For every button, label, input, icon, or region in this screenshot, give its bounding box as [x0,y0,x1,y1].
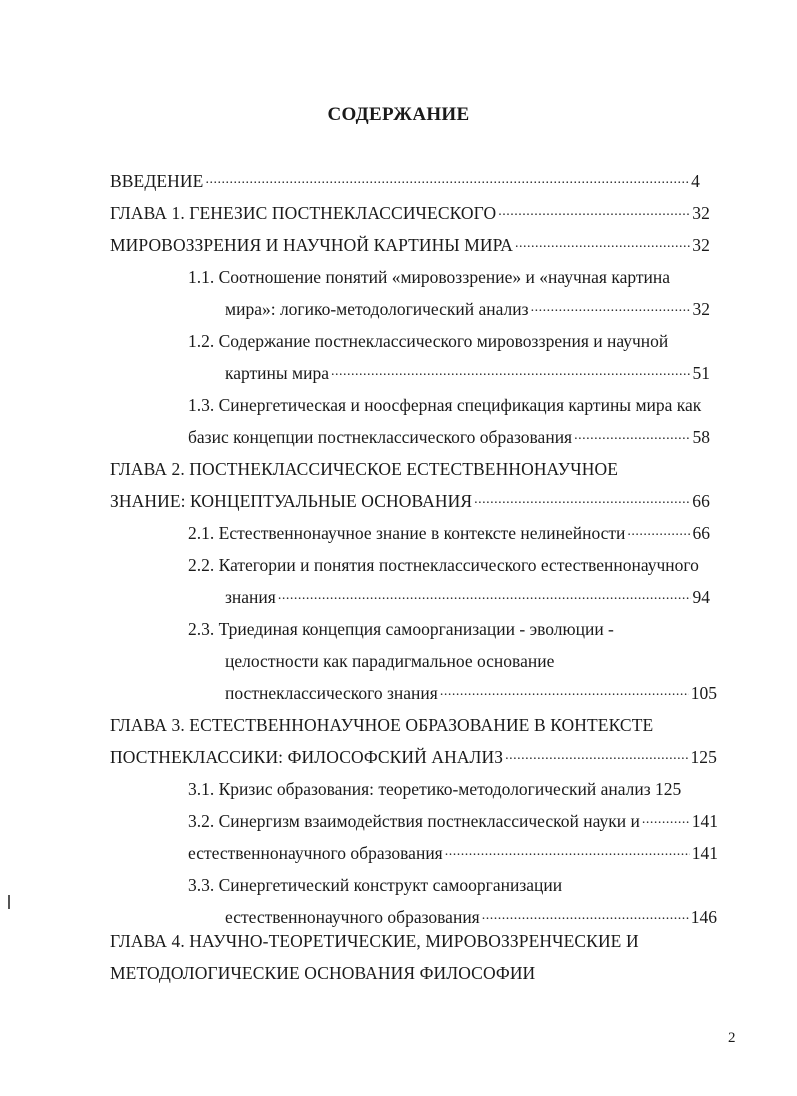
toc-entry-chapter-3-cont[interactable] [110,746,717,768]
toc-page-number: 125 [690,747,717,767]
toc-leader-dots [331,363,691,379]
toc-entry-text: мира»: логико-методологический анализ [225,299,529,319]
toc-entry-text: естественнонаучного образования [188,843,443,863]
toc-page-number: 141 [691,811,718,831]
toc-entry-3-3-cont[interactable] [225,906,717,928]
toc-entry-text: постнеклассического знания [225,683,438,703]
scan-margin-mark [8,895,10,909]
toc-entry-text: 2.2. Категории и понятия постнеклассического естественнонаучного [188,555,699,575]
toc-entry-3-1[interactable] [188,778,681,800]
toc-entry-text: ГЛАВА 3. ЕСТЕСТВЕННОНАУЧНОЕ ОБРАЗОВАНИЕ В КОНТЕКСТЕ [110,715,654,735]
toc-entry-1-1[interactable] [188,266,670,288]
toc-page-number: 51 [692,363,710,383]
toc-leader-dots [531,299,691,315]
toc-entry-text: знания [225,587,276,607]
toc-entry-chapter-1[interactable] [110,202,710,224]
toc-entry-text: 3.1. Кризис образования: теоретико-методологический анализ 125 [188,779,682,799]
toc-entry-text: МЕТОДОЛОГИЧЕСКИЕ ОСНОВАНИЯ ФИЛОСОФИИ [110,963,536,983]
toc-entry-2-2[interactable] [188,554,699,576]
toc-entry-1-3-cont[interactable] [188,426,710,448]
toc-page-number: 94 [692,587,710,607]
toc-entry-chapter-1-cont[interactable] [110,234,710,256]
toc-entry-3-2-cont[interactable] [188,842,718,864]
toc-leader-dots [627,523,690,539]
toc-entry-text: МИРОВОЗЗРЕНИЯ И НАУЧНОЙ КАРТИНЫ МИРА [110,235,513,255]
toc-entry-2-1[interactable] [188,522,710,544]
toc-entry-text: 3.2. Синергизм взаимодействия постнеклассической науки и [188,811,640,831]
toc-entry-3-3[interactable] [188,874,562,896]
toc-leader-dots [205,171,689,187]
toc-entry-text: 1.3. Синергетическая и ноосферная спецификация картины мира как [188,395,702,415]
page-title: СОДЕРЖАНИЕ [327,104,470,125]
toc-entry-text: ГЛАВА 2. ПОСТНЕКЛАССИЧЕСКОЕ ЕСТЕСТВЕННОНАУЧНОЕ [110,459,618,479]
toc-entry-text: 3.3. Синергетический конструкт самоорганизации [188,875,563,895]
toc-page-number: 141 [691,843,718,863]
toc-entry-text: целостности как парадигмальное основание [225,651,555,671]
toc-page-number: 32 [692,235,710,255]
toc-page-number: 4 [691,171,700,191]
toc-entry-text: 1.1. Соотношение понятий «мировоззрение» и «научная картина [188,267,671,287]
toc-entry-chapter-2-cont[interactable] [110,490,710,512]
toc-entry-text: ЗНАНИЕ: КОНЦЕПТУАЛЬНЫЕ ОСНОВАНИЯ [110,491,473,511]
page-number: 2 [728,1030,736,1046]
toc-leader-dots [642,811,690,827]
toc-entry-text: ПОСТНЕКЛАССИКИ: ФИЛОСОФСКИЙ АНАЛИЗ [110,747,504,767]
toc-entry-chapter-4[interactable] [110,930,639,952]
toc-entry-1-3[interactable] [188,394,701,416]
toc-leader-dots [574,427,690,443]
toc-entry-text: картины мира [225,363,329,383]
toc-leader-dots [445,843,690,859]
toc-entry-introduction[interactable] [110,170,700,192]
toc-leader-dots [498,203,690,219]
toc-page-number: 66 [692,491,710,511]
toc-entry-text: естественнонаучного образования [225,907,480,927]
toc-entry-text: ГЛАВА 1. ГЕНЕЗИС ПОСТНЕКЛАССИЧЕСКОГО [110,203,497,223]
toc-page-number: 146 [690,907,717,927]
toc-entry-1-1-cont[interactable] [225,298,710,320]
toc-entry-text: 2.3. Триединая концепция самоорганизации - эволюции - [188,619,614,639]
toc-leader-dots [482,907,689,923]
toc-leader-dots [515,235,690,251]
toc-entry-text: 1.2. Содержание постнеклассического мировоззрения и научной [188,331,669,351]
toc-entry-2-3[interactable] [188,618,614,640]
toc-entry-1-2[interactable] [188,330,668,352]
toc-entry-2-2-cont[interactable] [225,586,710,608]
toc-page-number: 58 [692,427,710,447]
toc-page-number: 105 [690,683,717,703]
toc-entry-text: 2.1. Естественнонаучное знание в контексте нелинейности [188,523,626,543]
toc-entry-chapter-2[interactable] [110,458,618,480]
toc-entry-text: базис концепции постнеклассического образования [188,427,573,447]
toc-entry-chapter-4-cont[interactable] [110,962,535,984]
toc-page-number: 66 [692,523,710,543]
toc-entry-2-3-cont2[interactable] [225,682,717,704]
toc-entry-1-2-cont[interactable] [225,362,710,384]
toc-entry-text: ВВЕДЕНИЕ [110,171,204,191]
toc-entry-2-3-cont[interactable] [225,650,554,672]
toc-entry-chapter-3[interactable] [110,714,653,736]
toc-leader-dots [278,587,691,603]
toc-leader-dots [474,491,690,507]
toc-page-number: 32 [692,299,710,319]
toc-leader-dots [505,747,688,763]
toc-entry-3-2[interactable] [188,810,718,832]
toc-entry-text: ГЛАВА 4. НАУЧНО-ТЕОРЕТИЧЕСКИЕ, МИРОВОЗЗРЕНЧЕСКИЕ И [110,931,639,951]
toc-page-number: 32 [692,203,710,223]
toc-leader-dots [440,683,689,699]
